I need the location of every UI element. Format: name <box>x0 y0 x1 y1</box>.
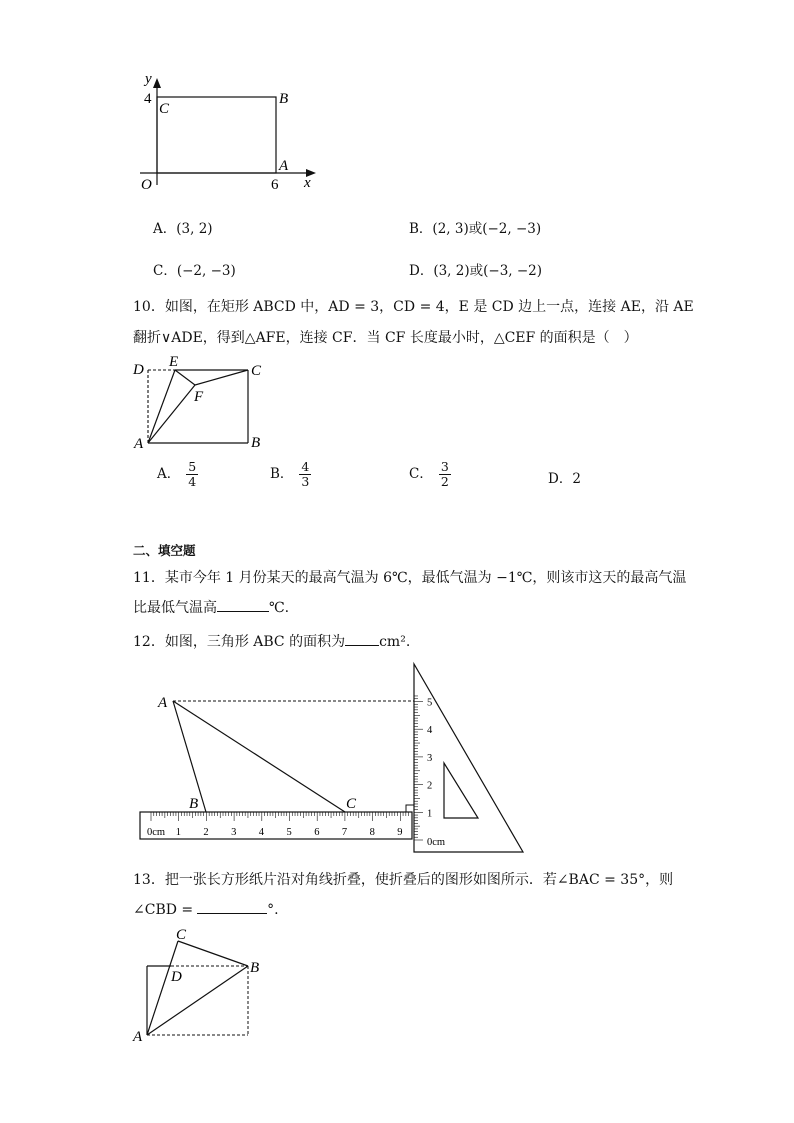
q10-label-e: E <box>169 354 179 370</box>
q13-label-c: C <box>176 927 187 943</box>
q9-y-tick-4: 4 <box>144 91 152 107</box>
q12-ruler-zero-label: 0cm <box>147 827 166 838</box>
q12-suffix: cm². <box>379 634 411 650</box>
q11-line2-prefix: 比最低气温高 <box>133 600 217 616</box>
q12-label-b: B <box>189 796 199 812</box>
q9-label-c: C <box>159 101 170 117</box>
q12-horizontal-ruler-label-5: 5 <box>286 827 292 838</box>
q9-option-c-letter: C． <box>153 263 177 279</box>
q12-horizontal-ruler-label-2: 2 <box>203 827 209 838</box>
q13-label-a: A <box>133 1029 143 1045</box>
q12-horizontal-ruler-label-9: 9 <box>397 827 403 838</box>
q9-x-tick-6: 6 <box>271 177 279 193</box>
q10-option-c-den: 2 <box>440 474 449 489</box>
q9-option-d-letter: D． <box>409 263 434 279</box>
q12-horizontal-ruler-label-8: 8 <box>369 827 375 838</box>
q9-option-b-letter: B． <box>409 221 433 237</box>
q12-set-square-label-2: 2 <box>427 780 433 792</box>
q10-label-f: F <box>194 389 204 405</box>
q10-stem-line1: 10．如图，在矩形 ABCD 中，AD = 3，CD = 4，E 是 CD 边上一点，连接 AE，沿 AE <box>133 299 694 315</box>
q9-option-b-value: (2, 3)或(−2, −3) <box>432 221 542 237</box>
q10-option-b-letter: B． <box>270 466 294 482</box>
q12-horizontal-ruler-label-3: 3 <box>231 827 237 838</box>
section-title-fill-in: 二、填空题 <box>133 543 196 558</box>
q9-x-label: x <box>304 175 311 191</box>
q10-label-b: B <box>251 435 261 451</box>
q11-stem-line1: 11．某市今年 1 月份某天的最高气温为 6℃，最低气温为 −1℃，则该市这天的最高气温 <box>133 570 687 586</box>
q12-set-square-label-5: 5 <box>427 697 433 709</box>
q12-label-a: A <box>158 695 168 711</box>
q9-option-d-value: (3, 2)或(−3, −2) <box>433 263 543 279</box>
q10-option-a-den: 4 <box>188 474 197 489</box>
q13-line2-suffix: °. <box>267 902 279 918</box>
q10-option-c-letter: C． <box>409 466 433 482</box>
q10-stem-line2: 翻折∨ADE，得到△AFE，连接 CF．当 CF 长度最小时，△CEF 的面积是（ ） <box>133 330 638 346</box>
q9-option-a-letter: A． <box>153 221 177 237</box>
q9-option-a-value: (3, 2) <box>176 221 213 237</box>
q10-option-a-num: 5 <box>188 459 197 474</box>
q10-option-b-den: 3 <box>301 474 310 489</box>
q12-horizontal-ruler-label-6: 6 <box>314 827 320 838</box>
q10-option-d-value: 2 <box>572 471 581 487</box>
q9-option-c-value: (−2, −3) <box>176 263 236 279</box>
q13-diagonal-ab <box>147 966 248 1035</box>
q12-horizontal-ruler-label-1: 1 <box>175 827 181 838</box>
q13-line2-prefix: ∠CBD = <box>133 902 194 918</box>
q12-label-c: C <box>346 796 357 812</box>
q9-label-b: B <box>279 91 289 107</box>
q12-set-square-label-1: 1 <box>427 808 433 820</box>
q10-option-d-letter: D． <box>548 471 573 487</box>
q12-set-square-label-4: 4 <box>427 725 433 737</box>
q12-horizontal-ruler-label-7: 7 <box>341 827 348 838</box>
q13-stem-line1: 13．把一张长方形纸片沿对角线折叠，使折叠后的图形如图所示．若∠BAC = 35°，则 <box>133 872 674 888</box>
q13-segment-cb <box>178 941 248 966</box>
q12-horizontal-ruler-label-4: 4 <box>258 827 265 838</box>
q10-label-c: C <box>251 363 262 379</box>
q10-option-a-letter: A． <box>157 466 181 482</box>
q12-set-square-label-3: 3 <box>427 752 433 764</box>
q13-segment-ac <box>147 941 178 1035</box>
q10-label-a: A <box>134 436 144 452</box>
q9-label-a: A <box>279 158 289 174</box>
q12-prefix: 12．如图，三角形 ABC 的面积为 <box>133 634 346 650</box>
q9-origin-label: O <box>141 177 152 193</box>
q9-y-label: y <box>145 71 152 87</box>
q13-label-d: D <box>171 969 182 985</box>
q13-label-b: B <box>250 960 260 976</box>
q10-option-b-num: 4 <box>301 459 310 474</box>
q11-line2-suffix: ℃. <box>269 600 290 616</box>
q12-triangle-zero-label: 0cm <box>427 837 446 848</box>
q10-option-c-num: 3 <box>440 459 449 474</box>
q10-label-d: D <box>133 362 144 378</box>
